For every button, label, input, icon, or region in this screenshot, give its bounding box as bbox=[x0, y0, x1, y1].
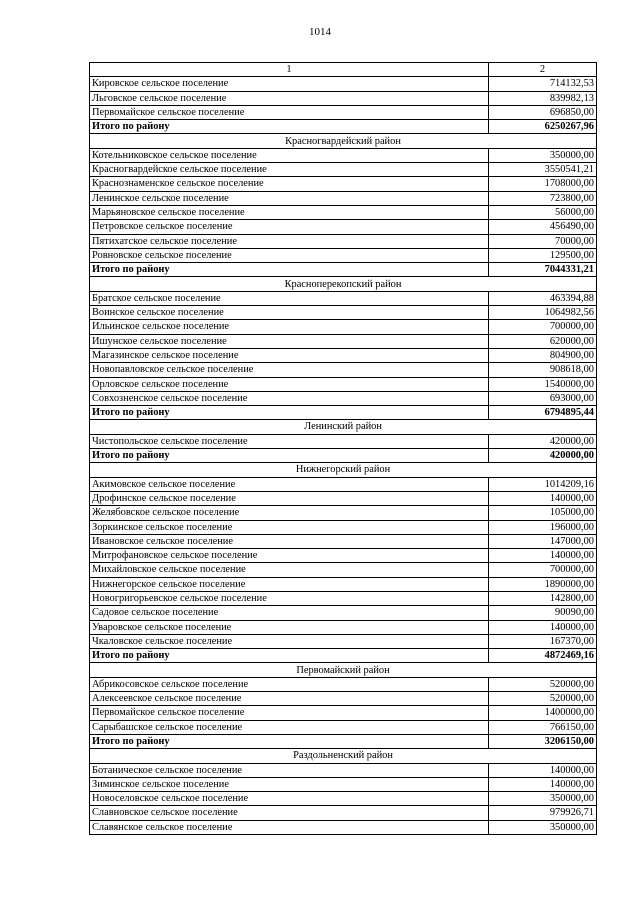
total-amount: 6794895,44 bbox=[489, 406, 597, 420]
settlement-row bbox=[90, 534, 597, 548]
settlement-name: Уваровское сельское поселение bbox=[90, 620, 489, 634]
district-total-row bbox=[90, 120, 597, 134]
district-name: Красногвардейский район bbox=[90, 134, 597, 148]
budget-table-body bbox=[90, 63, 597, 835]
settlement-amount: 804900,00 bbox=[489, 348, 597, 362]
settlement-row bbox=[90, 91, 597, 105]
settlement-row bbox=[90, 234, 597, 248]
district-name: Первомайский район bbox=[90, 663, 597, 677]
settlement-name: Орловское сельское поселение bbox=[90, 377, 489, 391]
settlement-row bbox=[90, 177, 597, 191]
total-label: Итого по району bbox=[90, 734, 489, 748]
settlement-name: Новогригорьевское сельское поселение bbox=[90, 591, 489, 605]
settlement-row bbox=[90, 348, 597, 362]
settlement-row bbox=[90, 105, 597, 119]
settlement-row bbox=[90, 820, 597, 834]
settlement-name: Чистопольское сельское поселение bbox=[90, 434, 489, 448]
total-label: Итого по району bbox=[90, 449, 489, 463]
total-label: Итого по району bbox=[90, 649, 489, 663]
settlement-amount: 456490,00 bbox=[489, 220, 597, 234]
column-header-1: 1 bbox=[90, 63, 489, 77]
settlement-amount: 520000,00 bbox=[489, 677, 597, 691]
district-total-row bbox=[90, 406, 597, 420]
settlement-row bbox=[90, 563, 597, 577]
settlement-name: Братское сельское поселение bbox=[90, 291, 489, 305]
settlement-row bbox=[90, 191, 597, 205]
total-amount: 7044331,21 bbox=[489, 263, 597, 277]
settlement-name: Зоркинское сельское поселение bbox=[90, 520, 489, 534]
settlement-row bbox=[90, 163, 597, 177]
settlement-row bbox=[90, 377, 597, 391]
settlement-amount: 1708000,00 bbox=[489, 177, 597, 191]
settlement-amount: 700000,00 bbox=[489, 563, 597, 577]
settlement-row bbox=[90, 620, 597, 634]
total-amount: 420000,00 bbox=[489, 449, 597, 463]
settlement-amount: 700000,00 bbox=[489, 320, 597, 334]
settlement-amount: 1540000,00 bbox=[489, 377, 597, 391]
settlement-row bbox=[90, 634, 597, 648]
settlement-name: Ишунское сельское поселение bbox=[90, 334, 489, 348]
settlement-amount: 520000,00 bbox=[489, 692, 597, 706]
district-name: Раздольненский район bbox=[90, 749, 597, 763]
total-amount: 6250267,96 bbox=[489, 120, 597, 134]
settlement-row bbox=[90, 491, 597, 505]
settlement-amount: 696850,00 bbox=[489, 105, 597, 119]
settlement-name: Садовое сельское поселение bbox=[90, 606, 489, 620]
settlement-amount: 723800,00 bbox=[489, 191, 597, 205]
page-number: 1014 bbox=[309, 26, 331, 38]
settlement-row bbox=[90, 391, 597, 405]
settlement-name: Краснознаменское сельское поселение bbox=[90, 177, 489, 191]
settlement-amount: 70000,00 bbox=[489, 234, 597, 248]
settlement-name: Ильинское сельское поселение bbox=[90, 320, 489, 334]
settlement-name: Славянское сельское поселение bbox=[90, 820, 489, 834]
district-header-row bbox=[90, 277, 597, 291]
district-header-row bbox=[90, 463, 597, 477]
settlement-name: Ивановское сельское поселение bbox=[90, 534, 489, 548]
settlement-amount: 105000,00 bbox=[489, 506, 597, 520]
settlement-amount: 714132,53 bbox=[489, 77, 597, 91]
settlement-amount: 1014209,16 bbox=[489, 477, 597, 491]
settlement-row bbox=[90, 320, 597, 334]
total-label: Итого по району bbox=[90, 263, 489, 277]
settlement-name: Ботаническое сельское поселение bbox=[90, 763, 489, 777]
settlement-row bbox=[90, 506, 597, 520]
settlement-name: Абрикосовское сельское поселение bbox=[90, 677, 489, 691]
settlement-row bbox=[90, 434, 597, 448]
settlement-name: Чкаловское сельское поселение bbox=[90, 634, 489, 648]
settlement-amount: 1064982,56 bbox=[489, 306, 597, 320]
settlement-name: Михайловское сельское поселение bbox=[90, 563, 489, 577]
settlement-amount: 3550541,21 bbox=[489, 163, 597, 177]
settlement-amount: 140000,00 bbox=[489, 763, 597, 777]
settlement-amount: 56000,00 bbox=[489, 205, 597, 219]
table-header-row bbox=[90, 63, 597, 77]
settlement-name: Петровское сельское поселение bbox=[90, 220, 489, 234]
settlement-name: Новопавловское сельское поселение bbox=[90, 363, 489, 377]
settlement-name: Дрофинское сельское поселение bbox=[90, 491, 489, 505]
district-header-row bbox=[90, 663, 597, 677]
settlement-row bbox=[90, 363, 597, 377]
settlement-name: Котельниковское сельское поселение bbox=[90, 148, 489, 162]
settlement-amount: 350000,00 bbox=[489, 792, 597, 806]
settlement-row bbox=[90, 677, 597, 691]
total-label: Итого по району bbox=[90, 406, 489, 420]
settlement-row bbox=[90, 248, 597, 262]
settlement-row bbox=[90, 792, 597, 806]
settlement-row bbox=[90, 549, 597, 563]
settlement-name: Пятихатское сельское поселение bbox=[90, 234, 489, 248]
settlement-name: Зиминское сельское поселение bbox=[90, 777, 489, 791]
settlement-amount: 140000,00 bbox=[489, 491, 597, 505]
total-label: Итого по району bbox=[90, 120, 489, 134]
settlement-amount: 147000,00 bbox=[489, 534, 597, 548]
district-name: Нижнегорский район bbox=[90, 463, 597, 477]
settlement-amount: 196000,00 bbox=[489, 520, 597, 534]
column-header-2: 2 bbox=[489, 63, 597, 77]
settlement-amount: 350000,00 bbox=[489, 148, 597, 162]
district-name: Красноперекопский район bbox=[90, 277, 597, 291]
district-total-row bbox=[90, 449, 597, 463]
settlement-row bbox=[90, 306, 597, 320]
settlement-name: Ровновское сельское поселение bbox=[90, 248, 489, 262]
settlement-name: Воинское сельское поселение bbox=[90, 306, 489, 320]
settlement-name: Новоселовское сельское поселение bbox=[90, 792, 489, 806]
settlement-amount: 1890000,00 bbox=[489, 577, 597, 591]
settlement-name: Ленинское сельское поселение bbox=[90, 191, 489, 205]
settlement-row bbox=[90, 806, 597, 820]
settlement-name: Нижнегорское сельское поселение bbox=[90, 577, 489, 591]
district-total-row bbox=[90, 734, 597, 748]
settlement-name: Акимовское сельское поселение bbox=[90, 477, 489, 491]
district-name: Ленинский район bbox=[90, 420, 597, 434]
settlement-row bbox=[90, 334, 597, 348]
settlement-amount: 140000,00 bbox=[489, 620, 597, 634]
settlement-row bbox=[90, 591, 597, 605]
settlement-name: Красногвардейское сельское поселение bbox=[90, 163, 489, 177]
settlement-amount: 129500,00 bbox=[489, 248, 597, 262]
district-total-row bbox=[90, 649, 597, 663]
settlement-amount: 140000,00 bbox=[489, 777, 597, 791]
total-amount: 4872469,16 bbox=[489, 649, 597, 663]
settlement-name: Желябовское сельское поселение bbox=[90, 506, 489, 520]
settlement-name: Славновское сельское поселение bbox=[90, 806, 489, 820]
settlement-row bbox=[90, 520, 597, 534]
budget-table bbox=[89, 62, 597, 835]
settlement-amount: 167370,00 bbox=[489, 634, 597, 648]
settlement-amount: 693000,00 bbox=[489, 391, 597, 405]
settlement-name: Алексеевское сельское поселение bbox=[90, 692, 489, 706]
settlement-amount: 766150,00 bbox=[489, 720, 597, 734]
settlement-row bbox=[90, 720, 597, 734]
settlement-amount: 420000,00 bbox=[489, 434, 597, 448]
settlement-name: Магазинское сельское поселение bbox=[90, 348, 489, 362]
settlement-row bbox=[90, 220, 597, 234]
settlement-row bbox=[90, 205, 597, 219]
settlement-amount: 463394,88 bbox=[489, 291, 597, 305]
settlement-name: Первомайское сельское поселение bbox=[90, 706, 489, 720]
settlement-amount: 839982,13 bbox=[489, 91, 597, 105]
settlement-amount: 350000,00 bbox=[489, 820, 597, 834]
settlement-name: Первомайское сельское поселение bbox=[90, 105, 489, 119]
settlement-row bbox=[90, 706, 597, 720]
settlement-amount: 142800,00 bbox=[489, 591, 597, 605]
district-header-row bbox=[90, 749, 597, 763]
settlement-name: Сарыбашское сельское поселение bbox=[90, 720, 489, 734]
settlement-name: Кировское сельское поселение bbox=[90, 77, 489, 91]
settlement-row bbox=[90, 763, 597, 777]
settlement-row bbox=[90, 577, 597, 591]
settlement-row bbox=[90, 291, 597, 305]
district-total-row bbox=[90, 263, 597, 277]
district-header-row bbox=[90, 420, 597, 434]
total-amount: 3206150,00 bbox=[489, 734, 597, 748]
settlement-row bbox=[90, 606, 597, 620]
settlement-name: Льговское сельское поселение bbox=[90, 91, 489, 105]
district-header-row bbox=[90, 134, 597, 148]
settlement-name: Митрофановское сельское поселение bbox=[90, 549, 489, 563]
settlement-row bbox=[90, 777, 597, 791]
settlement-row bbox=[90, 148, 597, 162]
settlement-amount: 90090,00 bbox=[489, 606, 597, 620]
settlement-row bbox=[90, 77, 597, 91]
settlement-amount: 1400000,00 bbox=[489, 706, 597, 720]
settlement-amount: 620000,00 bbox=[489, 334, 597, 348]
settlement-amount: 140000,00 bbox=[489, 549, 597, 563]
settlement-row bbox=[90, 692, 597, 706]
settlement-name: Марьяновское сельское поселение bbox=[90, 205, 489, 219]
settlement-amount: 979926,71 bbox=[489, 806, 597, 820]
settlement-amount: 908618,00 bbox=[489, 363, 597, 377]
settlement-name: Совхозненское сельское поселение bbox=[90, 391, 489, 405]
settlement-row bbox=[90, 477, 597, 491]
